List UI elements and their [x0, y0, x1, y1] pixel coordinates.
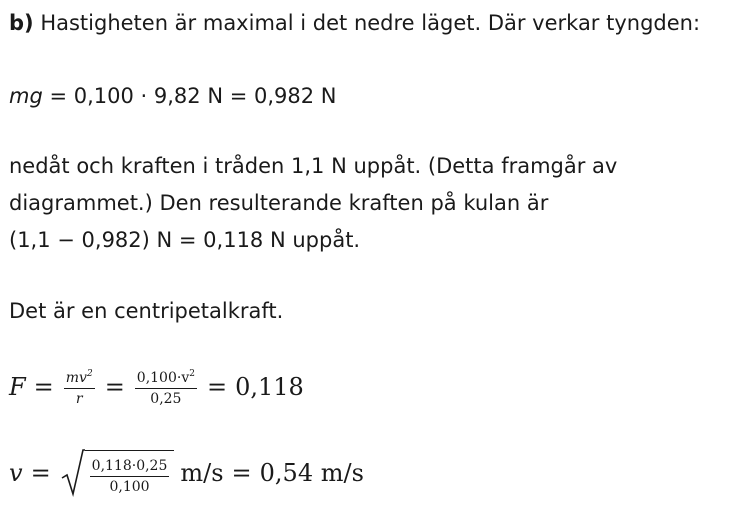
fraction-numerator: 0,118·0,25 — [90, 458, 170, 477]
paragraph-line-1: nedåt och kraften i tråden 1,1 N uppåt. (Detta framgår av — [9, 154, 618, 178]
fraction-numerator: $0,100\cdot v^2$ — [135, 366, 197, 389]
force-symbol: F — [9, 372, 26, 401]
square-root — [61, 448, 175, 498]
radical-icon — [61, 448, 85, 498]
equals-sign: = — [33, 372, 54, 401]
equals-sign: = — [104, 372, 125, 401]
equals-sign: = — [206, 372, 228, 401]
equals-sign: = — [30, 459, 51, 487]
paragraph-line-2: diagrammet.) Den resulterande kraften på kulan är — [9, 191, 549, 215]
weight-value: = 0,100 · 9,82 N = 0,982 N — [42, 84, 337, 108]
intro-text: Hastigheten är maximal i det nedre läget. Där verkar tyngden: — [33, 11, 701, 35]
fraction-numerator: $mv^2$ — [64, 366, 95, 389]
equals-sign: = — [231, 459, 252, 487]
force-result: 0,118 — [235, 372, 304, 401]
paragraph-line-3: (1,1 − 0,982) N = 0,118 N uppåt. — [9, 228, 361, 252]
speed-symbol: v — [9, 459, 23, 487]
fraction-denominator: r — [75, 391, 83, 407]
speed-equation — [9, 448, 364, 498]
substituted-fraction — [135, 366, 197, 407]
fraction-denominator: 0,25 — [150, 391, 182, 407]
speed-fraction — [90, 458, 170, 495]
part-label: b) — [9, 11, 34, 35]
fraction-denominator: 0,100 — [109, 479, 150, 495]
centripetal-statement: Det är en centripetalkraft. — [9, 299, 284, 323]
centripetal-fraction — [64, 366, 95, 407]
intro-line — [9, 8, 700, 38]
force-equation — [9, 366, 304, 407]
weight-equation — [9, 81, 336, 111]
speed-result: 0,54 m/s — [259, 459, 364, 487]
radicand — [85, 450, 175, 498]
speed-unit: m/s — [180, 459, 224, 487]
weight-symbol: mg — [9, 84, 43, 108]
